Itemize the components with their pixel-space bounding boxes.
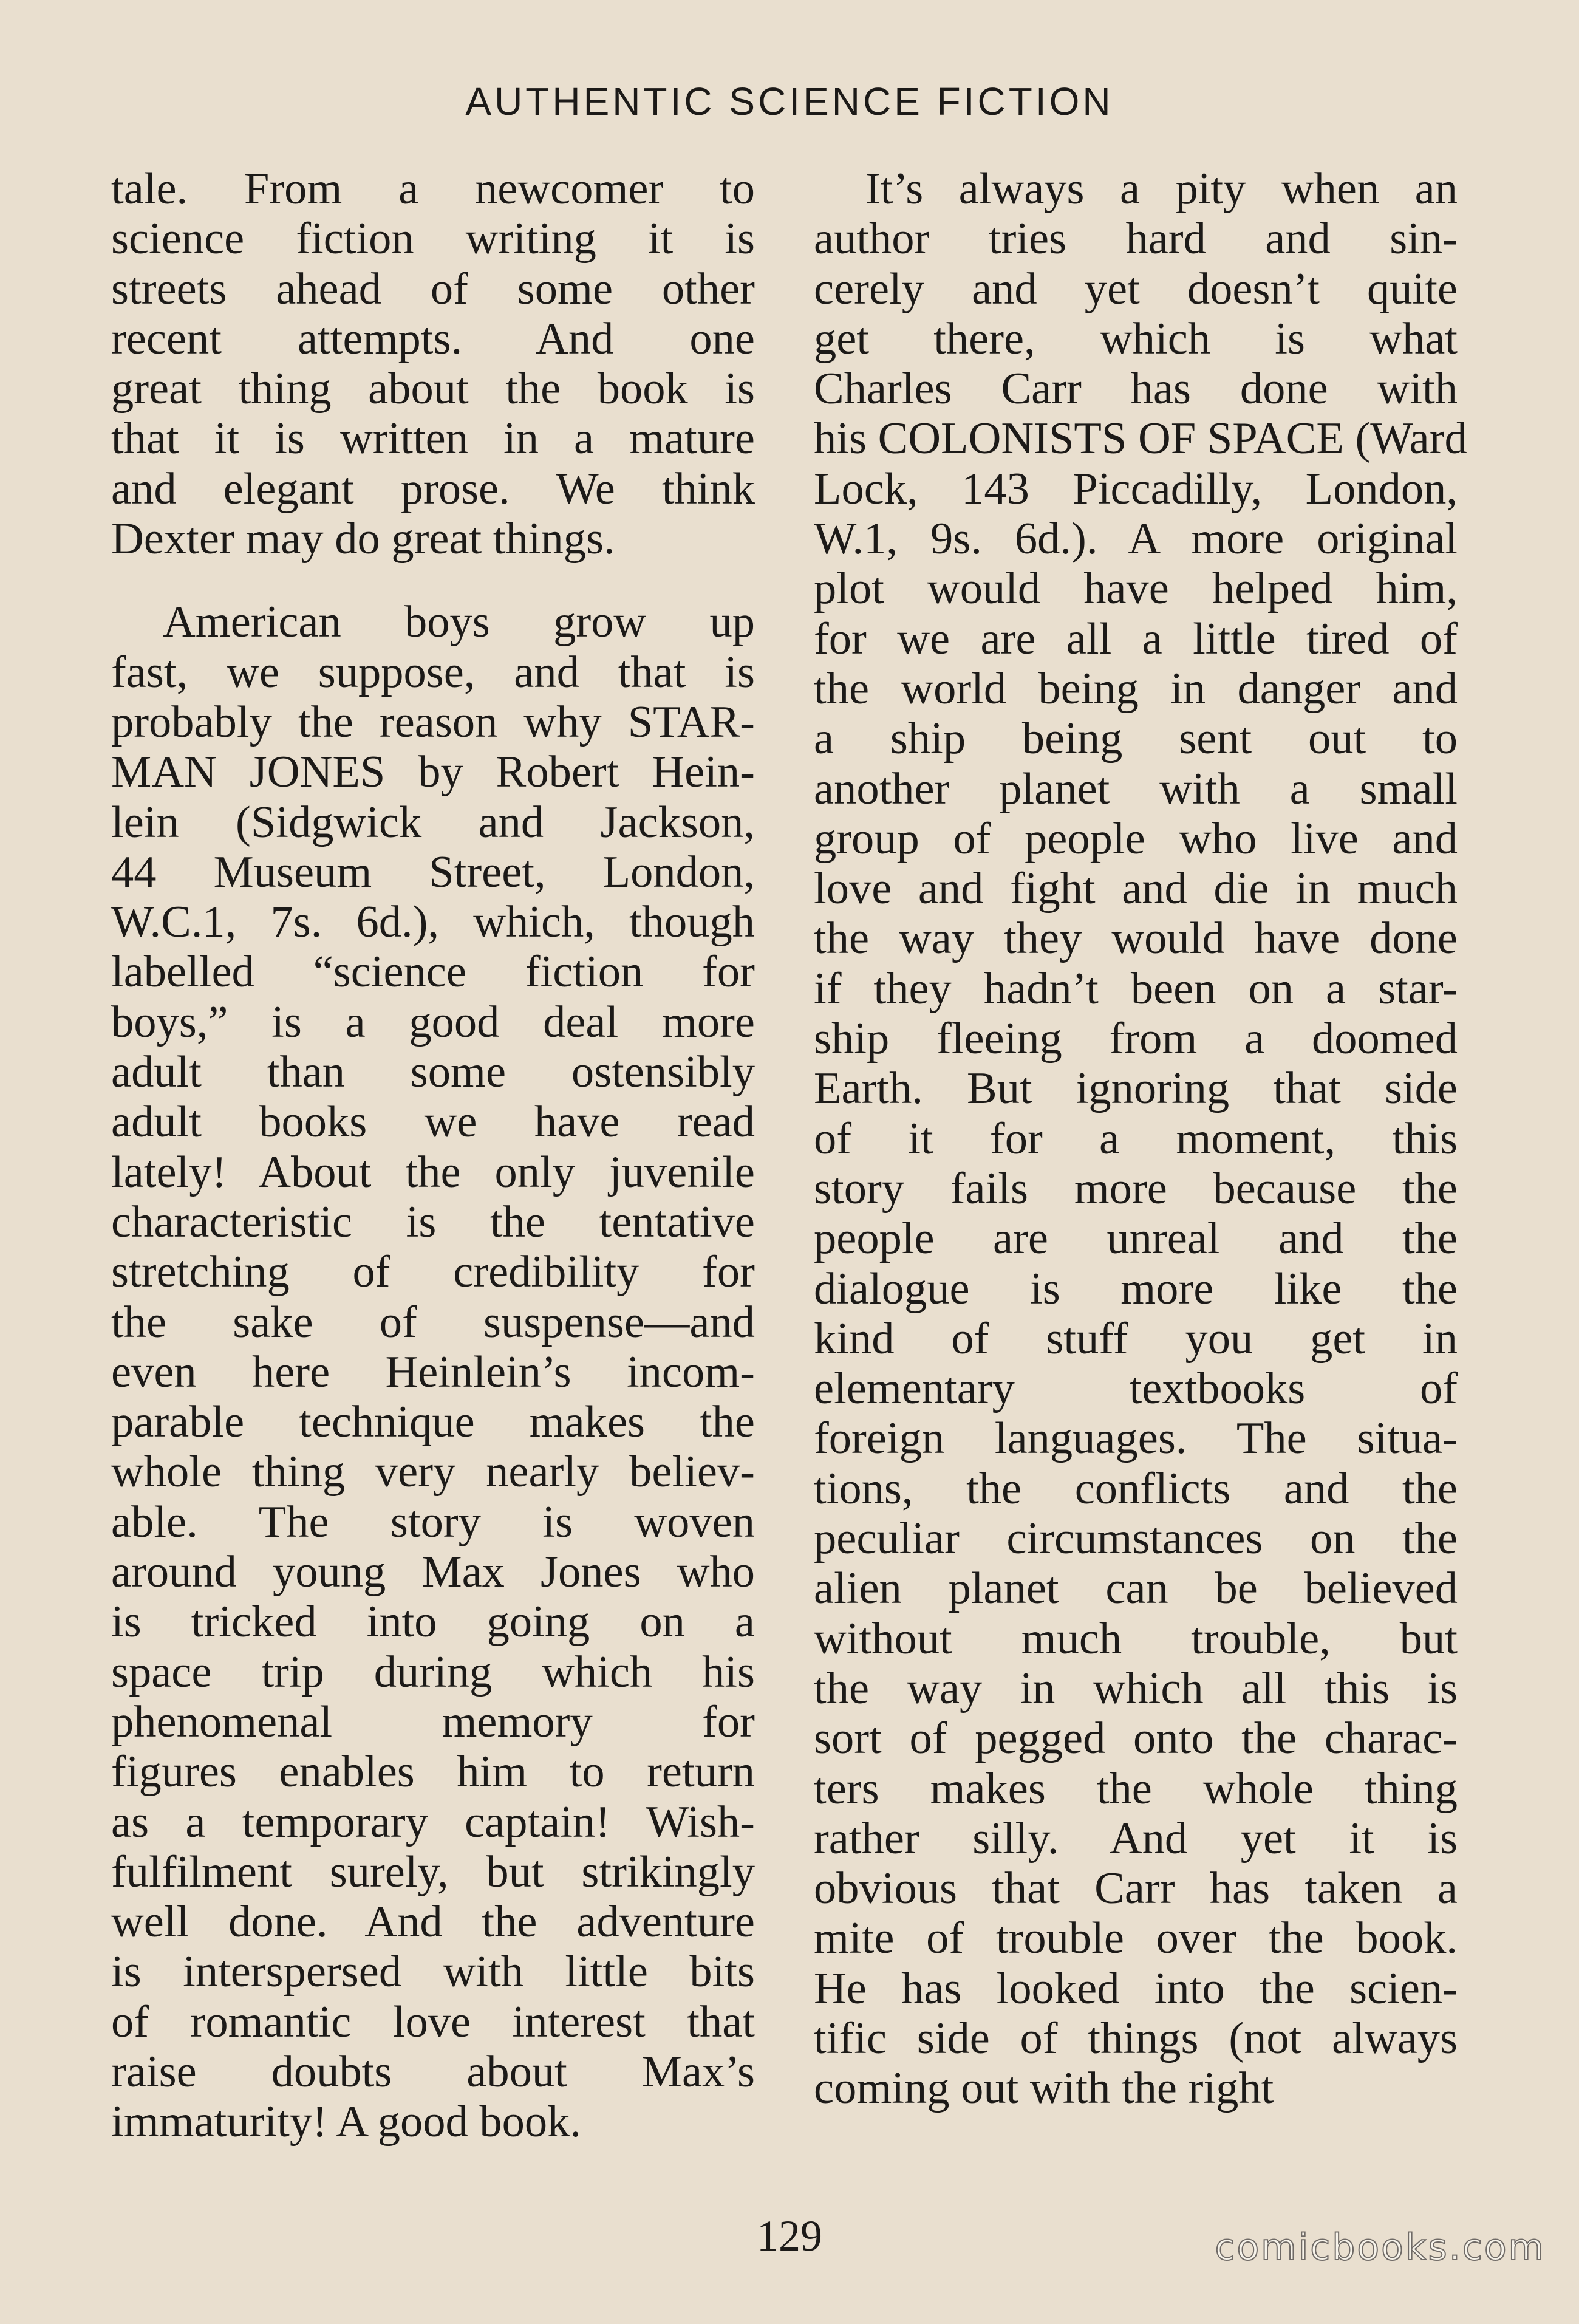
text-line: science fiction writing it is [111, 214, 755, 264]
text-line: coming out with the right [814, 2063, 1274, 2114]
text-line: parable technique makes the [111, 1397, 755, 1447]
text-line: dialogue is more like the [814, 1263, 1458, 1314]
text-line: probably the reason why STAR- [111, 697, 755, 747]
text-line: of romantic love interest that [111, 1997, 755, 2047]
text-line: ters makes the whole thing [814, 1763, 1458, 1814]
text-line: plot would have helped him, [814, 564, 1458, 614]
text-line: a ship being sent out to [814, 714, 1458, 764]
text-line: able. The story is woven [111, 1497, 755, 1547]
text-line: tale. From a newcomer to [111, 164, 755, 214]
text-line: tions, the conflicts and the [814, 1463, 1458, 1514]
text-line: is interspersed with little bits [111, 1947, 755, 1997]
text-line: around young Max Jones who [111, 1547, 755, 1598]
text-line: cerely and yet doesn’t quite [814, 264, 1458, 314]
text-line: rather silly. And yet it is [814, 1813, 1458, 1864]
text-line: American boys grow up [163, 597, 755, 648]
text-line: phenomenal memory for [111, 1697, 755, 1747]
text-line: his COLONISTS OF SPACE (Ward [814, 414, 1467, 464]
text-line: well done. And the adventure [111, 1897, 755, 1947]
text-line: group of people who live and [814, 813, 1458, 864]
text-line: lein (Sidgwick and Jackson, [111, 797, 755, 847]
text-line: stretching of credibility for [111, 1247, 755, 1297]
text-line: get there, which is what [814, 313, 1458, 364]
text-line: W.1, 9s. 6d.). A more original [814, 514, 1458, 564]
text-line: fast, we suppose, and that is [111, 647, 755, 697]
text-line: Dexter may do great things. [111, 514, 615, 564]
text-line: raise doubts about Max’s [111, 2046, 755, 2097]
watermark-logo: comicbooks.com [1215, 2226, 1546, 2269]
text-line: lately! About the only juvenile [111, 1147, 755, 1197]
text-line: without much trouble, but [814, 1613, 1458, 1664]
text-line: It’s always a pity when an [865, 164, 1458, 214]
text-line: author tries hard and sin- [814, 214, 1458, 264]
text-line: kind of stuff you get in [814, 1313, 1458, 1364]
text-line: W.C.1, 7s. 6d.), which, though [111, 897, 755, 948]
text-line: for we are all a little tired of [814, 613, 1458, 664]
text-line: the world being in danger and [814, 663, 1458, 714]
text-line: great thing about the book is [111, 364, 755, 414]
text-line: Charles Carr has done with [814, 364, 1458, 414]
text-line: recent attempts. And one [111, 313, 755, 364]
text-line: even here Heinlein’s incom- [111, 1347, 755, 1397]
text-line: that it is written in a mature [111, 414, 755, 464]
text-line: boys,” is a good deal more [111, 997, 755, 1047]
text-line: obvious that Carr has taken a [814, 1864, 1458, 1914]
text-line: mite of trouble over the book. [814, 1913, 1458, 1964]
text-line: He has looked into the scien- [814, 1963, 1458, 2014]
running-header: AUTHENTIC SCIENCE FICTION [465, 80, 1114, 123]
text-line: another planet with a small [814, 764, 1458, 814]
text-line: figures enables him to return [111, 1747, 755, 1797]
text-line: immaturity! A good book. [111, 2097, 581, 2147]
text-line: is tricked into going on a [111, 1597, 755, 1647]
text-line: story fails more because the [814, 1163, 1458, 1214]
text-line: elementary textbooks of [814, 1364, 1458, 1414]
text-line: and elegant prose. We think [111, 463, 755, 514]
text-line: as a temporary captain! Wish- [111, 1797, 755, 1847]
text-line: the sake of suspense—and [111, 1297, 755, 1347]
text-line: Earth. But ignoring that side [814, 1064, 1458, 1114]
text-line: foreign languages. The situa- [814, 1413, 1458, 1464]
text-line: the way in which all this is [814, 1663, 1458, 1714]
paragraph-break [111, 564, 755, 597]
text-line: whole thing very nearly believ- [111, 1447, 755, 1497]
text-line: adult than some ostensibly [111, 1047, 755, 1098]
text-line: of it for a moment, this [814, 1113, 1458, 1164]
text-line: love and fight and die in much [814, 864, 1458, 914]
text-line: streets ahead of some other [111, 264, 755, 314]
text-line: adult books we have read [111, 1097, 755, 1147]
right-column [814, 164, 1467, 2114]
text-line: sort of pegged onto the charac- [814, 1714, 1458, 1764]
text-line: characteristic is the tentative [111, 1197, 755, 1247]
page-number: 129 [757, 2212, 822, 2260]
text-line: 44 Museum Street, London, [111, 847, 755, 897]
text-line: ship fleeing from a doomed [814, 1014, 1458, 1064]
text-line: alien planet can be believed [814, 1564, 1458, 1614]
left-column [111, 164, 755, 2147]
text-line: Lock, 143 Piccadilly, London, [814, 463, 1458, 514]
text-line: people are unreal and the [814, 1214, 1458, 1264]
text-line: if they hadn’t been on a star- [814, 963, 1458, 1014]
text-line: space trip during which his [111, 1647, 755, 1697]
text-line: labelled “science fiction for [111, 947, 755, 997]
text-line: peculiar circumstances on the [814, 1514, 1458, 1564]
text-line: tific side of things (not always [814, 2013, 1458, 2063]
text-line: MAN JONES by Robert Hein- [111, 747, 755, 798]
text-line: the way they would have done [814, 914, 1458, 964]
text-line: fulfilment surely, but strikingly [111, 1847, 755, 1897]
